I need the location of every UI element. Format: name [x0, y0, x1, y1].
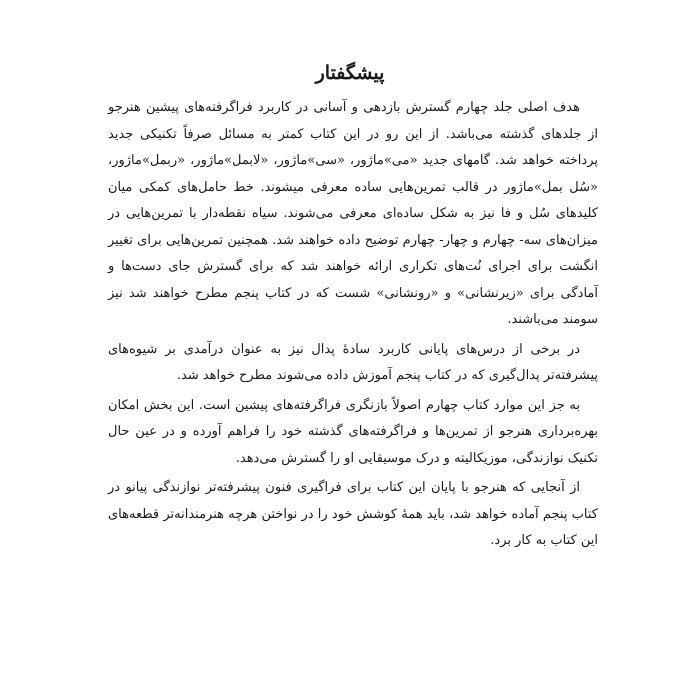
paragraph: هدف اصلی جلد چهارم گسترش بازدهی و آسانی در کاربرد فراگرفته‌های پیشین هنرجو از جلدهای گذشته می‌باشد. از این رو در این کتاب کمتر به مسائل صرفاً تکنیکی جدید پرداخته خواهد شد. گامهای جدید «می»ماژور، «سی»ماژور، «لابمل»ماژور، «ربمل»ماژور، «سُل بمل»ماژور در قالب تمرین‌هایی ساده معرفی میشوند. خط حامل‌های کمکی میان کلیدهای سُل و فا نیز به شکل ساده‌ای معرفی می‌شوند. سیاه نقطه‌دار با تمرین‌هایی در میزان‌های سه- چهارم و چهار- چهارم توضیح داده خواهند شد. همچنین تمرین‌هایی برای تغییر انگشت برای اجرای نُت‌های تکراری ارائه خواهند شد که برای گسترش جای دست‌ها و آمادگی برای «زیرنشانی» و «رونشانی» شست که در کتاب پنجم مطرح خواهند شد نیز سومند می‌باشند.	[108, 100, 598, 327]
paragraph: در برخی از درس‌های پایانی کاربرد سادهٔ پدال نیز به عنوان درآمدی بر شیوه‌های پیشرفته‌تر پدال‌گیری که در کتاب پنجم آموزش داده می‌شوند مطرح خواهد شد.	[108, 341, 598, 383]
paragraph: از آنجایی که هنرجو با پایان این کتاب برای فراگیری فنون پیشرفته‌تر نوازندگی پیانو در کتاب پنجم آماده خواهد شد، باید همهٔ کوشش خود را در نواختن هرچه هنرمندانه‌تر قطعه‌های این کتاب به کار برد.	[108, 480, 598, 548]
page-title: پیشگفتار	[315, 62, 385, 84]
preface-body	[108, 95, 598, 557]
paragraph: به جز این موارد کتاب چهارم اصولاً بازنگری فراگرفته‌های پیشین است. این بخش امکان بهره‌برداری هنرجو از تمرین‌ها و فراگرفته‌های گذشته خود را فراهم آورده و در عین حال تکنیک نوازندگی، موزیکالیته و درک موسیقایی او را گسترش می‌دهد.	[108, 397, 598, 466]
